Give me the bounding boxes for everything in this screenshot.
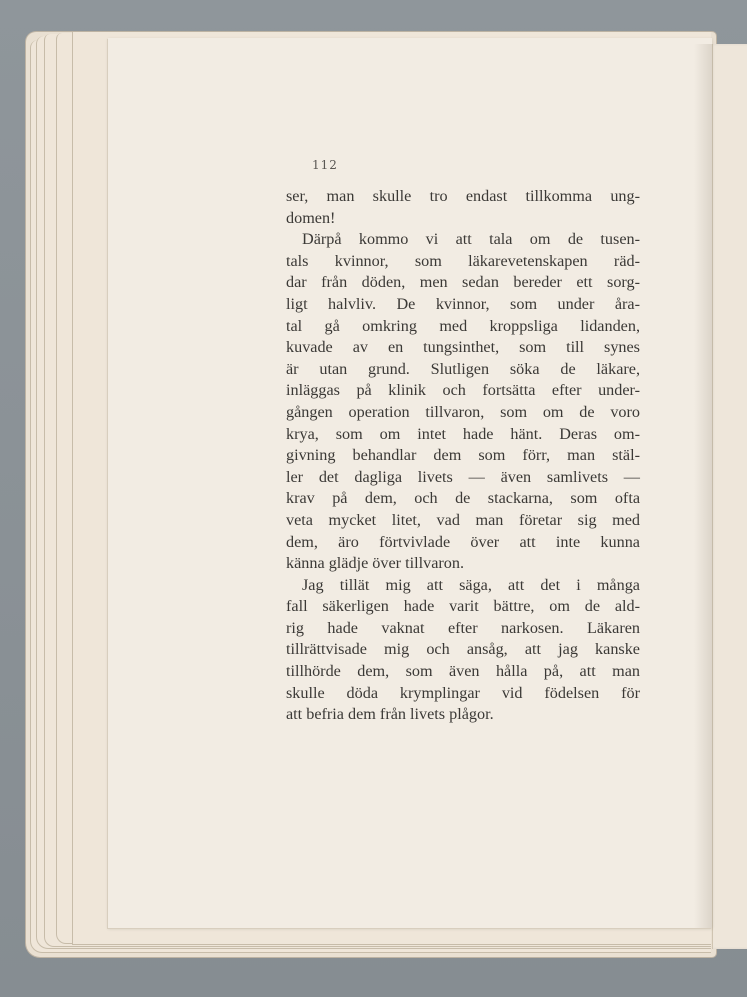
text-line: ser, man skulle tro endast tillkomma ung- <box>286 187 640 205</box>
text-line: ligt halvliv. De kvinnor, som under åra- <box>286 294 640 313</box>
text-line: dar från döden, men sedan bereder ett sorg- <box>286 273 640 292</box>
text-line: tals kvinnor, som läkarevetenskapen räd- <box>286 251 640 270</box>
text-line: är utan grund. Slutligen söka de läkare, <box>286 359 640 378</box>
text-line: dem, äro förtvivlade över att inte kunna <box>286 532 640 551</box>
text-line: ler det dagliga livets — även samlivets — <box>286 467 640 486</box>
text-line: inläggas på klinik och fortsätta efter under- <box>286 381 640 400</box>
text-line: domen! <box>286 208 336 227</box>
next-page-edge <box>712 44 747 949</box>
paragraph <box>286 229 640 575</box>
gutter-shadow <box>694 44 712 928</box>
text-line: givning behandlar dem som förr, man stäl- <box>286 446 640 465</box>
page-number: 112 <box>312 158 338 172</box>
paragraph <box>286 575 640 726</box>
text-line: krav på dem, och de stackarna, som ofta <box>286 489 640 508</box>
text-line: kuvade av en tungsinthet, som till synes <box>286 338 640 357</box>
text-line: tillhörde dem, som även hålla på, att man <box>286 662 640 681</box>
page-text <box>286 186 640 726</box>
text-line: tal gå omkring med kroppsliga lidanden, <box>286 316 640 335</box>
text-line: fall säkerligen hade varit bättre, om de ald- <box>286 597 640 616</box>
paragraph <box>286 186 640 229</box>
text-line: tillrättvisade mig och ansåg, att jag kanske <box>286 640 640 659</box>
text-line: skulle döda krymplingar vid födelsen för <box>286 683 640 702</box>
text-line: krya, som om intet hade hänt. Deras om- <box>286 424 640 443</box>
text-line: Jag tillät mig att säga, att det i många <box>302 575 640 594</box>
text-line: att befria dem från livets plågor. <box>286 705 494 724</box>
text-line: Därpå kommo vi att tala om de tusen- <box>302 230 640 249</box>
text-line: veta mycket litet, vad man företar sig med <box>286 510 640 529</box>
text-line: känna glädje över tillvaron. <box>286 554 464 573</box>
text-line: gången operation tillvaron, som om de voro <box>286 402 640 421</box>
text-line: rig hade vaknat efter narkosen. Läkaren <box>286 618 640 637</box>
